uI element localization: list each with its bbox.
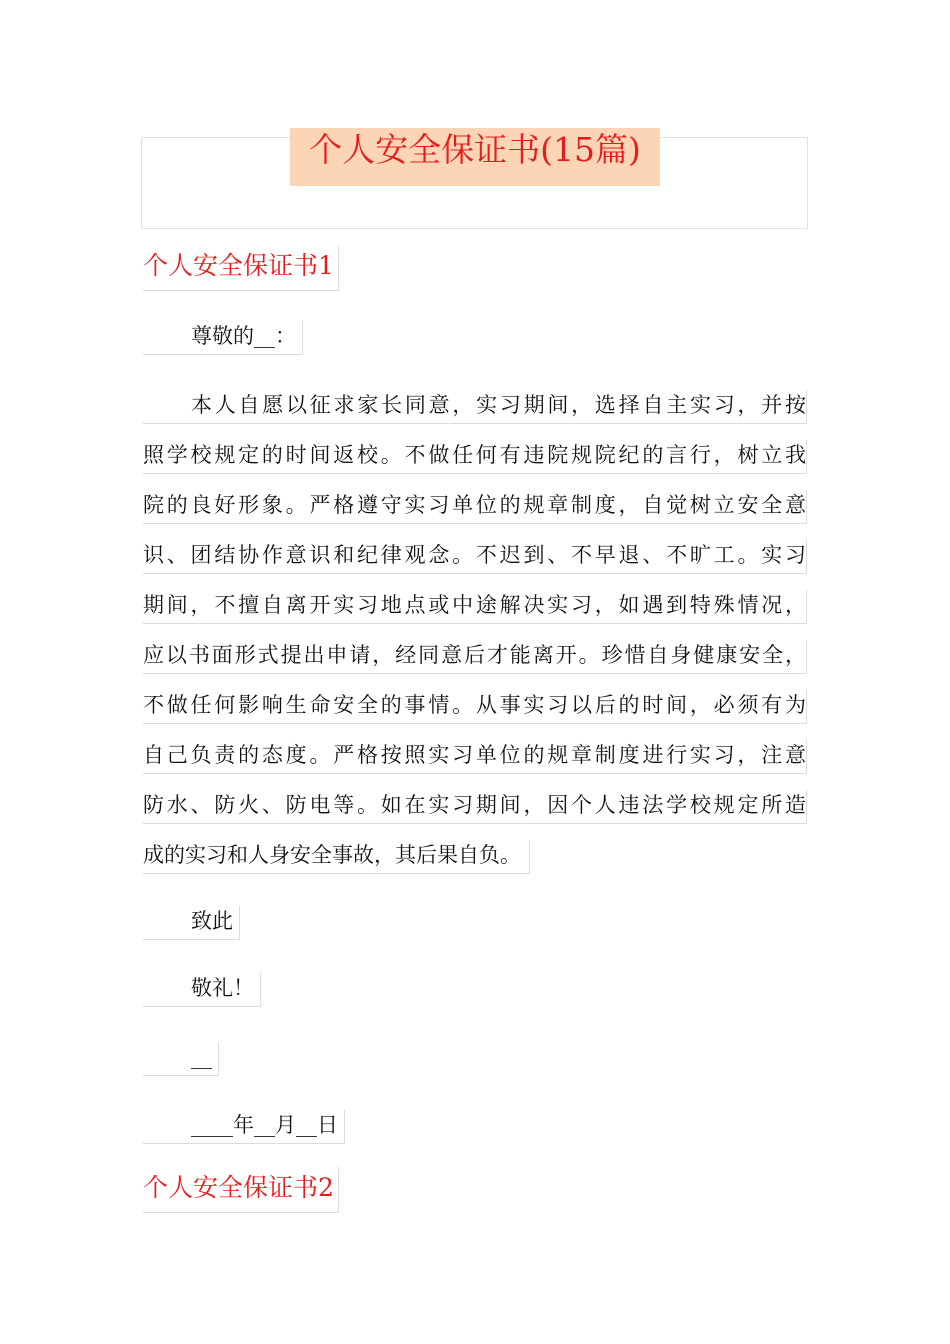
document-title: 个人安全保证书(15篇) (309, 130, 641, 169)
paragraph-line: 院的良好形象。严格遵守实习单位的规章制度，自觉树立安全意 (143, 490, 807, 524)
closing-line: 致此 (143, 906, 240, 940)
closing-salute: 敬礼！ (143, 973, 261, 1007)
section-heading-2: 个人安全保证书2 (143, 1167, 339, 1213)
signature-line: __ (143, 1042, 219, 1076)
date-line: ____年__月__日 (143, 1110, 345, 1144)
paragraph-line: 不做任何影响生命安全的事情。从事实习以后的时间，必须有为 (143, 690, 807, 724)
paragraph-line: 本人自愿以征求家长同意，实习期间，选择自主实习，并按 (143, 390, 807, 424)
paragraph-line: 照学校规定的时间返校。不做任何有违院规院纪的言行，树立我 (143, 440, 807, 474)
salutation: 尊敬的__： (143, 321, 303, 355)
paragraph-line: 成的实习和人身安全事故，其后果自负。 (143, 840, 530, 874)
paragraph-line: 防水、防火、防电等。如在实习期间，因个人违法学校规定所造 (143, 790, 807, 824)
paragraph-line: 自己负责的态度。严格按照实习单位的规章制度进行实习，注意 (143, 740, 807, 774)
paragraph-line: 应以书面形式提出申请，经同意后才能离开。珍惜自身健康安全， (143, 640, 807, 674)
paragraph-line: 识、团结协作意识和纪律观念。不迟到、不早退、不旷工。实习 (143, 540, 807, 574)
section-heading-1: 个人安全保证书1 (143, 245, 339, 291)
paragraph-line: 期间，不擅自离开实习地点或中途解决实习，如遇到特殊情况， (143, 590, 807, 624)
